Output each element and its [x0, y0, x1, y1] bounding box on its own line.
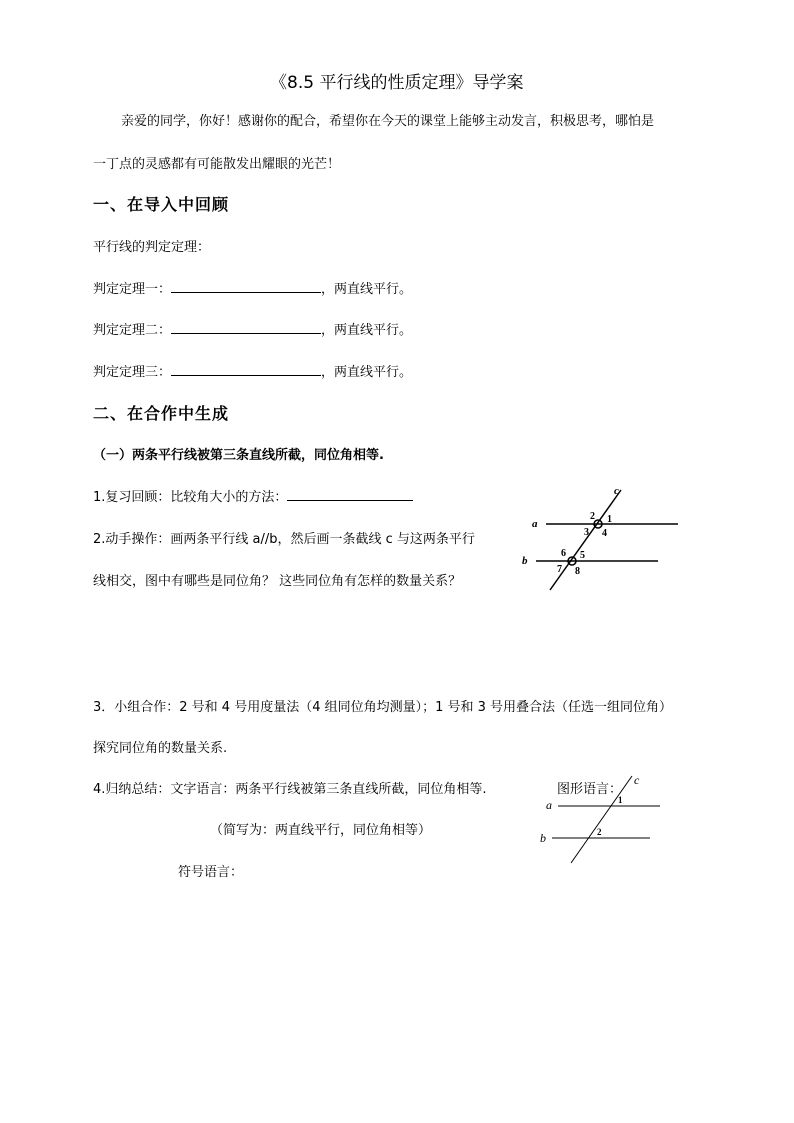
- theorem-row: [93, 319, 412, 338]
- answer-blank[interactable]: [287, 487, 413, 501]
- item-group-work-line-1: 3．小组合作：2 号和 4 号用度量法（4 组同位角均测量）；1 号和 3 号用叠合法（任选一组同位角）: [93, 700, 673, 715]
- subsection-heading: （一）两条平行线被第三条直线所截，同位角相等.: [93, 448, 384, 463]
- answer-blank[interactable]: [171, 362, 321, 376]
- angle-label: 5: [580, 550, 585, 561]
- item-summary: 4.归纳总结：文字语言：两条平行线被第三条直线所截，同位角相等.: [93, 782, 487, 797]
- item-hands-on-line-1: 2.动手操作：画两条平行线 a//b，然后画一条截线 c 与这两条平行: [93, 532, 475, 547]
- theorem-suffix: ，两直线平行。: [321, 365, 413, 380]
- label-a: a: [546, 798, 552, 812]
- label-c: c: [614, 485, 619, 497]
- parallel-lines-figure-1: [518, 484, 688, 594]
- angle-label: 4: [602, 528, 607, 539]
- theorem-row: [93, 278, 412, 297]
- theorem-label: 判定定理三：: [93, 365, 172, 380]
- angle-label: 2: [590, 511, 595, 522]
- line-c: [550, 490, 621, 590]
- symbol-language-label: 符号语言：: [178, 865, 244, 880]
- page-title: 《8.5 平行线的性质定理》导学案: [270, 73, 524, 93]
- label-b: b: [540, 831, 546, 845]
- answer-blank[interactable]: [171, 320, 321, 334]
- item-group-work-line-2: 探究同位角的数量关系.: [93, 741, 228, 756]
- intro-line-1: 亲爱的同学，你好！感谢你的配合，希望你在今天的课堂上能够主动发言，积极思考，哪怕是: [121, 114, 655, 129]
- angle-label: 6: [561, 548, 566, 559]
- label-a: a: [532, 518, 538, 530]
- section-heading-cooperate: 二、在合作中生成: [93, 404, 230, 423]
- angle-label: 1: [607, 514, 612, 525]
- shorthand-note: （简写为：两直线平行，同位角相等）: [210, 823, 432, 838]
- angle-label: 8: [575, 566, 580, 577]
- angle-label: 3: [584, 527, 589, 538]
- theorem-label: 判定定理二：: [93, 323, 172, 338]
- item-hands-on-line-2: 线相交，图中有哪些是同位角？ 这些同位角有怎样的数量关系？: [93, 574, 462, 589]
- angle-label: 1: [618, 795, 623, 805]
- label-b: b: [522, 555, 528, 567]
- answer-blank[interactable]: [171, 279, 321, 293]
- theorem-label: 判定定理一：: [93, 282, 172, 297]
- item-review: [93, 486, 413, 505]
- section-heading-review: 一、在导入中回顾: [93, 195, 230, 214]
- angle-label: 7: [557, 564, 562, 575]
- theorem-lead: 平行线的判定定理：: [93, 240, 211, 255]
- angle-label: 2: [597, 827, 602, 837]
- intro-line-2: 一丁点的灵感都有可能散发出耀眼的光芒！: [93, 157, 341, 172]
- theorem-row: [93, 361, 412, 380]
- figure-language-label: 图形语言：: [557, 782, 623, 797]
- line-c: [571, 776, 632, 863]
- label-c: c: [634, 773, 640, 787]
- item-review-text: 1.复习回顾：比较角大小的方法：: [93, 490, 288, 505]
- theorem-suffix: ，两直线平行。: [321, 323, 413, 338]
- theorem-suffix: ，两直线平行。: [321, 282, 413, 297]
- parallel-lines-figure-2: [536, 772, 666, 867]
